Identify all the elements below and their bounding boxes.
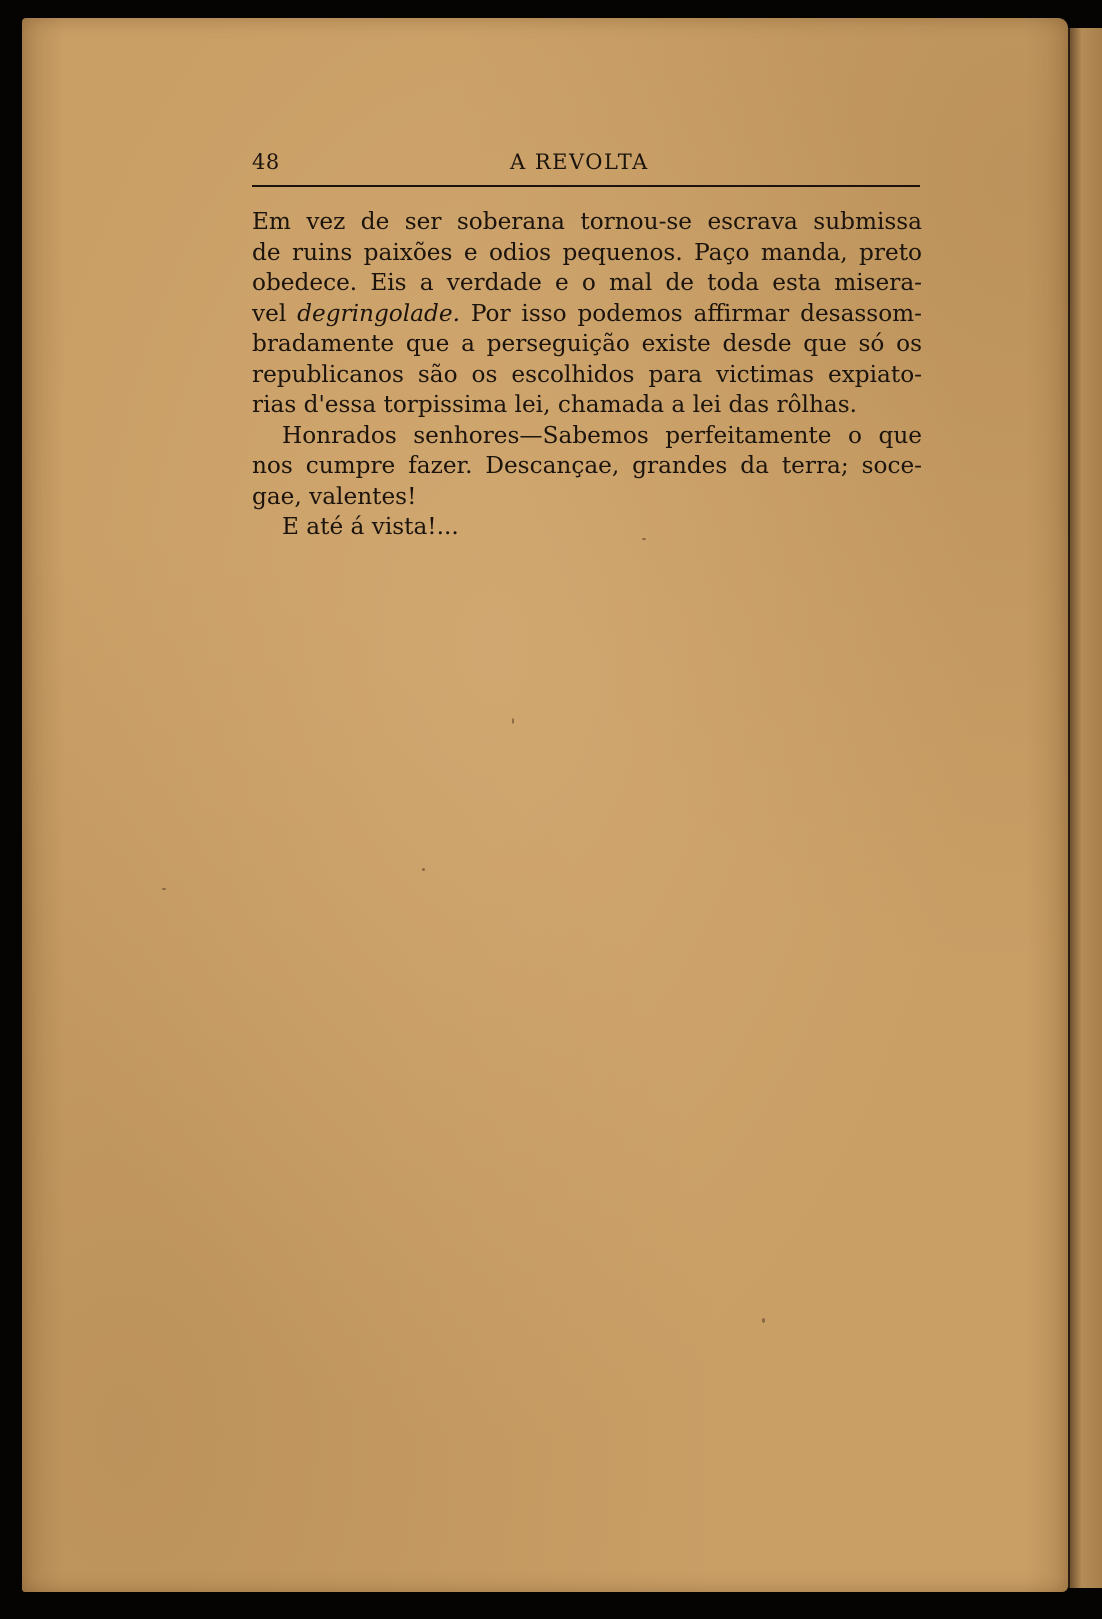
page-number: 48 — [252, 150, 280, 174]
text-line: obedece. Eis a verdade e o mal de toda esta misera- — [252, 269, 922, 296]
text-fragment: vel — [252, 299, 287, 327]
text-line: republicanos são os escolhidos para victimas expiato- — [252, 360, 922, 388]
italic-term: degringolade. — [297, 299, 460, 327]
text-line — [252, 299, 922, 330]
text-line: rias d'essa torpissima lei, chamada a lei das rôlhas. — [252, 391, 857, 418]
text-line: gae, valentes! — [252, 482, 417, 510]
text-line: de ruins paixões e odios pequenos. Paço manda, preto — [252, 238, 922, 266]
header-rule — [252, 185, 920, 187]
text-line: Em vez de ser soberana tornou-se escrava submissa — [252, 208, 922, 235]
text-line: bradamente que a perseguição existe desde que só os — [252, 330, 922, 357]
text-fragment: Por isso podemos affirmar desassom- — [470, 299, 922, 327]
body-text — [252, 207, 922, 543]
running-title: A REVOLTA — [510, 150, 649, 174]
text-line: E até á vista!... — [282, 513, 459, 540]
text-line: Honrados senhores—Sabemos perfeitamente o que — [282, 421, 922, 449]
running-header — [252, 144, 920, 178]
text-line: nos cumpre fazer. Descançae, grandes da terra; soce- — [252, 452, 922, 479]
